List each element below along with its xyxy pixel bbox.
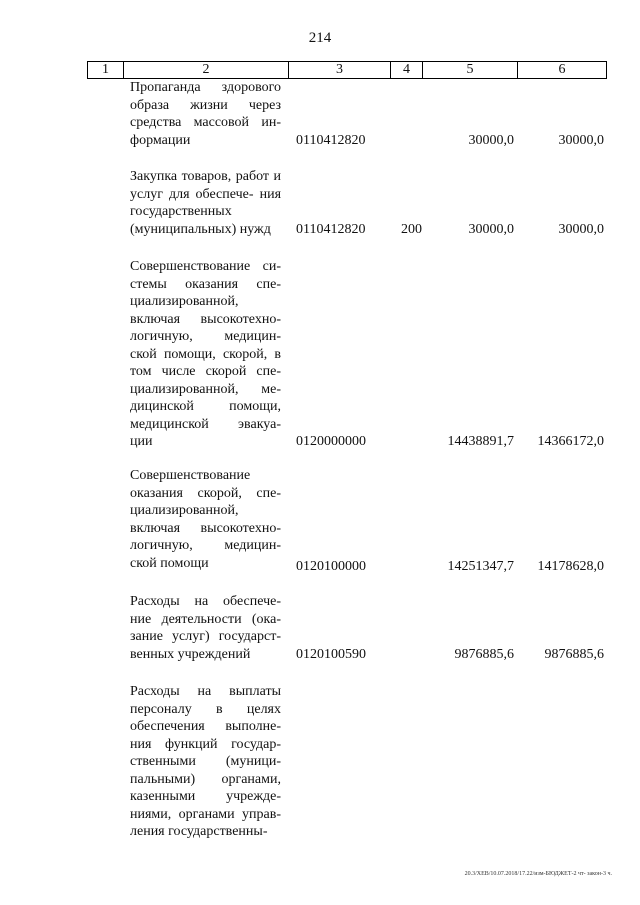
row-code: 0110412820 <box>296 222 366 237</box>
row-code: 0120000000 <box>296 434 366 449</box>
row-value-5: 30000,0 <box>468 133 514 148</box>
header-col-4: 4 <box>391 62 423 78</box>
desc-line: формации <box>130 132 191 148</box>
desc-line: ния функций государ- <box>130 736 281 752</box>
row-value-5: 14251347,7 <box>447 559 514 574</box>
row-value-6: 14178628,0 <box>537 559 604 574</box>
desc-line: средства массовой ин- <box>130 115 281 130</box>
desc-line: циализированной, ме- <box>130 381 281 397</box>
desc-line: ления государственны- <box>130 824 268 839</box>
row-value-6: 14366172,0 <box>537 434 604 449</box>
desc-line: пальными) органами, <box>130 771 281 787</box>
desc-line: логичную, медицин- <box>130 329 281 344</box>
desc-line: включая высокотехно- <box>130 520 281 536</box>
header-col-2: 2 <box>124 62 289 78</box>
desc-line: включая высокотехно- <box>130 311 281 327</box>
header-col-5: 5 <box>423 62 518 78</box>
row-description <box>130 683 281 841</box>
row-code: 0120100000 <box>296 559 366 574</box>
row-description <box>130 258 281 451</box>
row-value-5: 14438891,7 <box>447 434 514 449</box>
row-description <box>130 168 281 238</box>
header-col-1: 1 <box>88 62 124 78</box>
row-kvr: 200 <box>401 222 422 237</box>
row-value-6: 9876885,6 <box>544 647 604 662</box>
desc-line: Совершенствование си- <box>130 259 281 274</box>
desc-line: Совершенствование <box>130 468 251 483</box>
desc-line: Расходы на обеспече- <box>130 594 281 609</box>
desc-line: Пропаганда здорового <box>130 80 281 95</box>
header-col-6: 6 <box>558 62 566 77</box>
desc-line: стемы оказания спе- <box>130 276 281 292</box>
row-description <box>130 593 281 663</box>
desc-line: образа жизни через <box>130 97 281 113</box>
desc-line: ции <box>130 434 153 449</box>
desc-line: (муниципальных) нужд <box>130 221 271 237</box>
row-value-5: 30000,0 <box>468 222 514 237</box>
desc-line: дицинской помощи, <box>130 399 281 414</box>
row-value-6: 30000,0 <box>558 222 604 237</box>
desc-line: ние деятельности (ока- <box>130 611 281 627</box>
desc-line: ской помощи, скорой, в <box>130 346 281 362</box>
row-code: 0110412820 <box>296 133 366 148</box>
row-description <box>130 79 281 149</box>
desc-line: казенными учрежде- <box>130 789 281 804</box>
page-number: 214 <box>308 30 332 46</box>
row-description <box>130 467 281 572</box>
desc-line: ния государственных <box>130 186 282 219</box>
footer-note: 20.3/ХЕВ/10.07.2018/17.22/изм-БЮДЖЕТ-2 чт- закон-3 ч. <box>464 871 612 877</box>
desc-line: зание услуг) государст- <box>130 629 281 644</box>
desc-line: ниями, органами управ- <box>130 806 281 822</box>
desc-line: циализированной, <box>130 294 239 309</box>
desc-line: циализированной, <box>130 503 239 518</box>
desc-line: ственными (муници- <box>130 754 281 769</box>
header-col-3: 3 <box>289 62 391 78</box>
desc-line: персоналу в целях <box>130 701 281 717</box>
desc-line: Расходы на выплаты <box>130 684 281 699</box>
desc-line: обеспечения выполне- <box>130 719 281 734</box>
table-header <box>87 61 607 79</box>
desc-line: ской помощи <box>130 555 209 571</box>
row-value-6: 30000,0 <box>558 133 604 148</box>
desc-line: венных учреждений <box>130 646 251 662</box>
row-code: 0120100590 <box>296 647 366 662</box>
desc-line: медицинской эвакуа- <box>130 416 281 432</box>
row-value-5: 9876885,6 <box>454 647 514 662</box>
desc-line: оказания скорой, спе- <box>130 485 281 501</box>
desc-line: Закупка товаров, работ <box>130 169 270 184</box>
desc-line: том числе скорой спе- <box>130 364 281 379</box>
desc-line: и услуг для обеспече- <box>130 169 281 202</box>
desc-line: логичную, медицин- <box>130 538 281 553</box>
